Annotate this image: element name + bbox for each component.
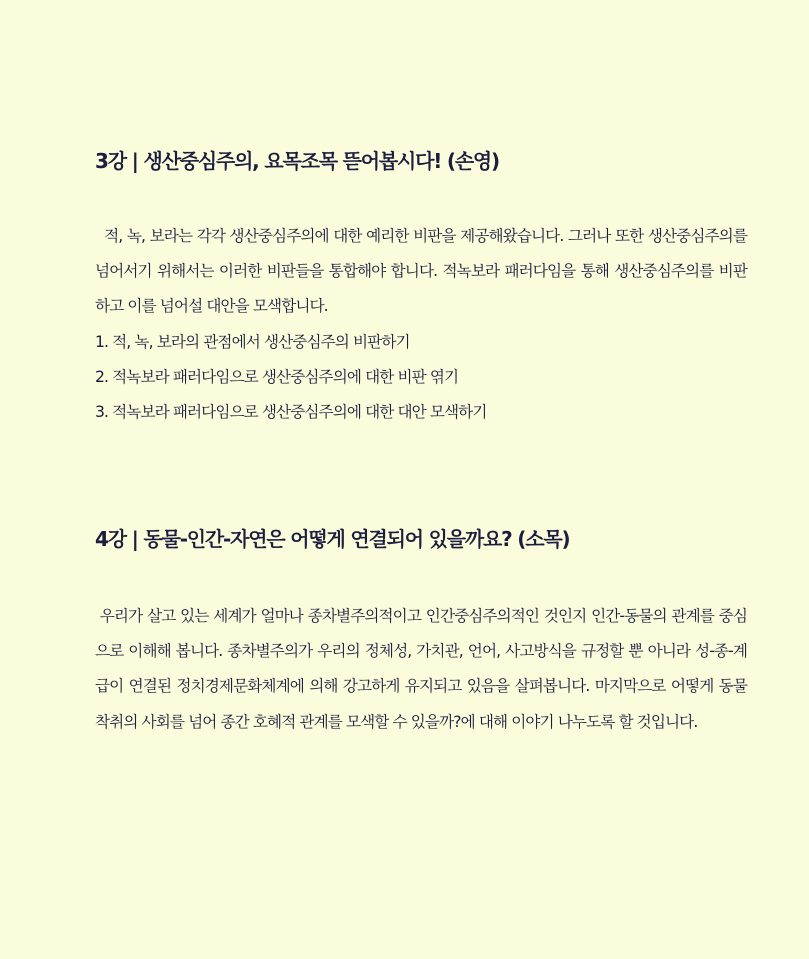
lecture-3-title: 3강 | 생산중심주의, 요목조목 뜯어봅시다! (손영) <box>95 149 499 173</box>
lecture-3-item-2: 2. 적녹보라 패러다임으로 생산중심주의에 대한 비판 엮기 <box>95 367 459 386</box>
lecture-4-body <box>95 599 747 740</box>
lecture-4-title: 4강 | 동물-인간-자연은 어떻게 연결되어 있을까요? (소목) <box>95 527 570 551</box>
lecture-3-description: 적, 녹, 보라는 각각 생산중심주의에 대한 예리한 비판을 제공해왔습니다. 그러나 또한 생산중심주의를 넘어서기 위해서는 이러한 비판들을 통합해야 합니다. 적녹보라 패러다임을 통해 생산중심주의를 비판하고 이를 넘어설 대안을 모색합니다. <box>95 227 747 316</box>
lecture-3-section <box>95 146 747 430</box>
lecture-3-body <box>95 219 747 430</box>
lecture-3-item-1: 1. 적, 녹, 보라의 관점에서 생산중심주의 비판하기 <box>95 332 410 351</box>
lecture-3-item-3: 3. 적녹보라 패러다임으로 생산중심주의에 대한 대안 모색하기 <box>95 403 487 422</box>
lecture-4-section <box>95 524 747 740</box>
lecture-4-description: 우리가 살고 있는 세계가 얼마나 종차별주의적이고 인간중심주의적인 것인지 인간-동물의 관계를 중심으로 이해해 봅니다. 종차별주의가 우리의 정체성, 가치관, 언어, 사고방식을 규정할 뿐 아니라 성-종-계급이 연결된 정치경제문화체계에 의해 강고하게 유지되고 있음을 살펴봅니다. 마지막으로 어떻게 동물착취의 사회를 넘어 종간 호혜적 관계를 모색할 수 있을까?에 대해 이야기 나누도록 할 것입니다. <box>95 607 747 731</box>
